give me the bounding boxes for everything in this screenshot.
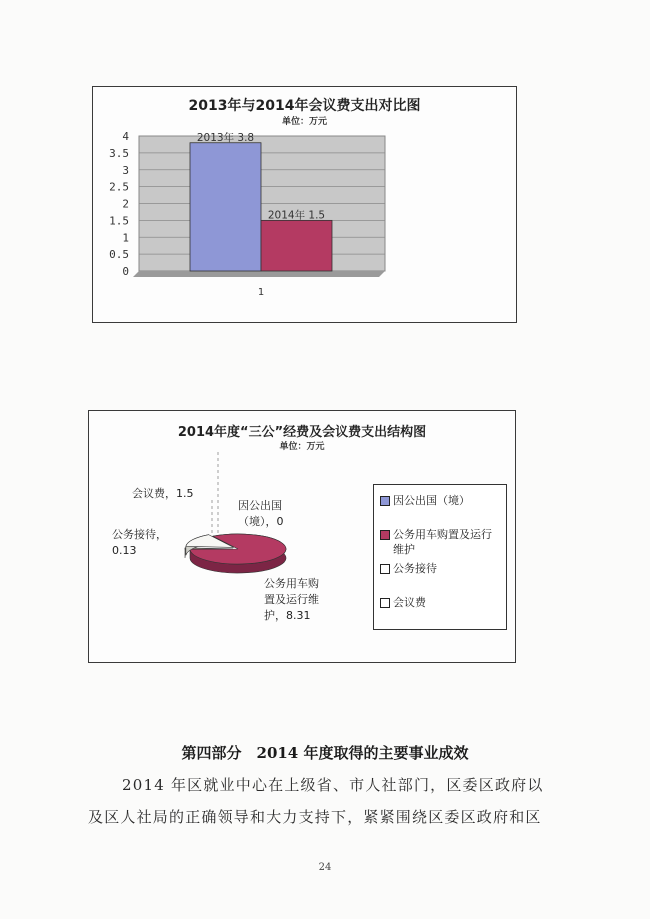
pie-label-abroad: 因公出国 （境），0 xyxy=(238,499,284,528)
paragraph-line-1: 2014 年区就业中心在上级省、市人社部门，区委区政府以 xyxy=(122,776,544,794)
bar-y-tick-label: 3 xyxy=(122,163,129,177)
legend-label-vehicle: 公务用车购置及运行维护 xyxy=(393,528,492,556)
legend-swatch-abroad xyxy=(380,496,390,506)
bar-data-label-2013: 2013年 3.8 xyxy=(196,131,255,144)
section-heading: 第四部分 2014 年度取得的主要事业成效 xyxy=(181,744,469,762)
legend-swatch-vehicle xyxy=(380,530,390,540)
legend-label-reception: 公务接待 xyxy=(393,562,437,575)
bar-y-tick-label: 2.5 xyxy=(109,180,129,194)
bar-y-tick-label: 1 xyxy=(122,231,129,245)
paragraph-line-2: 及区人社局的正确领导和大力支持下，紧紧围绕区委区政府和区 xyxy=(88,808,542,826)
pie-label-reception: 公务接待， 0.13 xyxy=(112,528,167,557)
bar-y-tick-label: 0 xyxy=(122,265,129,278)
legend-label-meeting: 会议费 xyxy=(393,596,426,609)
bar-y-tick-label: 1.5 xyxy=(109,214,129,228)
legend-swatch-meeting xyxy=(380,598,390,608)
bar-y-tick-label: 3.5 xyxy=(109,146,129,160)
pie-legend xyxy=(373,484,507,630)
legend-item-abroad xyxy=(380,493,470,508)
legend-item-vehicle xyxy=(380,527,502,557)
legend-swatch-reception xyxy=(380,564,390,574)
bar-data-label-2014: 2014年 1.5 xyxy=(267,209,326,222)
bar-chart-title: 2013年与2014年会议费支出对比图 xyxy=(188,98,421,114)
pie-chart-unit: 单位：万元 xyxy=(279,442,325,452)
bar-x-category-label: 1 xyxy=(257,287,265,298)
bar-chart-unit: 单位：万元 xyxy=(281,117,327,127)
page-number: 24 xyxy=(318,862,332,873)
pie-label-meeting: 会议费，1.5 xyxy=(132,487,194,500)
pie-label-vehicle: 公务用车购 置及运行维 护，8.31 xyxy=(264,577,319,622)
pie-chart-title: 2014年度“三公”经费及会议费支出结构图 xyxy=(177,425,427,440)
bar-y-tick-label: 4 xyxy=(122,130,129,143)
legend-label-abroad: 因公出国（境） xyxy=(393,494,470,507)
legend-item-meeting xyxy=(380,595,426,610)
legend-item-reception xyxy=(380,561,437,576)
bar-y-tick-label: 2 xyxy=(122,197,129,211)
bar-y-tick-label: 0.5 xyxy=(109,248,129,262)
